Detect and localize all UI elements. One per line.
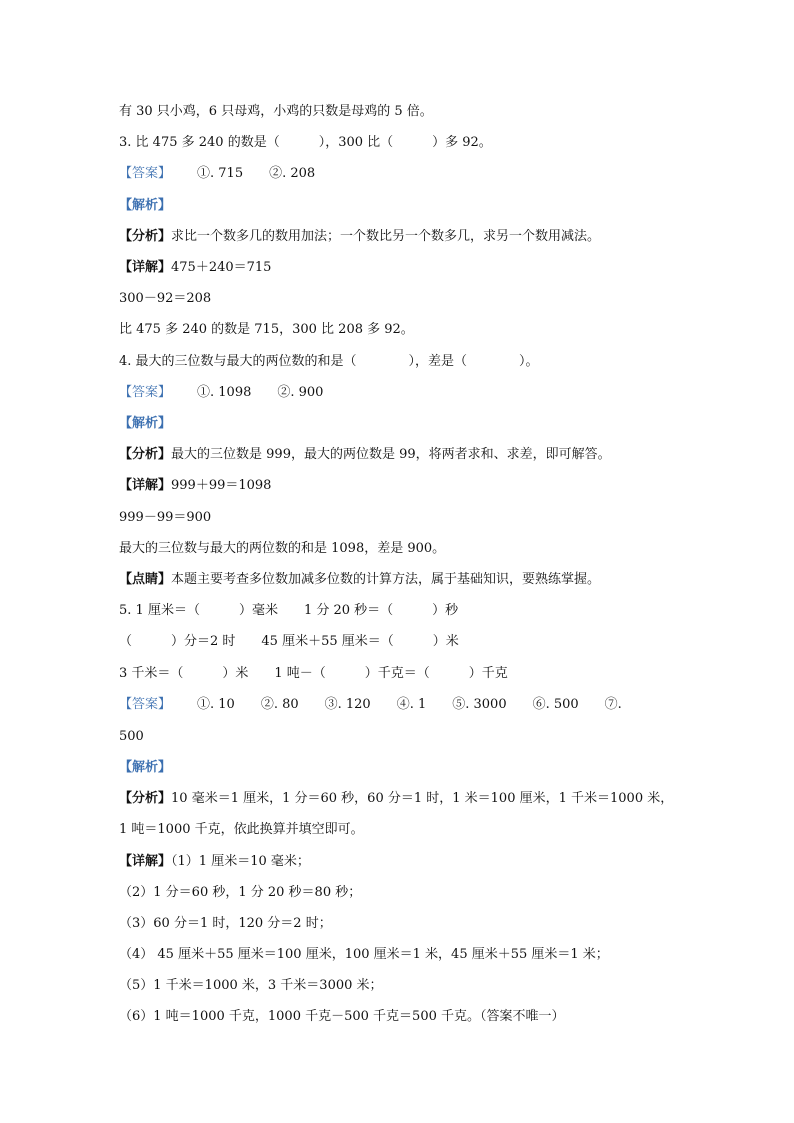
text-line: （3）60 分＝1 时，120 分＝2 时；: [119, 916, 332, 931]
question-4: 4. 最大的三位数与最大的两位数的和是（ ），差是（ ）。: [119, 354, 539, 369]
question-3: 3. 比 475 多 240 的数是（ ），300 比（ ）多 92。: [119, 135, 492, 150]
text-line: 有 30 只小鸡，6 只母鸡，小鸡的只数是母鸡的 5 倍。: [119, 104, 433, 119]
analysis-line: 【分析】最大的三位数是 999，最大的两位数是 99，将两者求和、求差，即可解答。: [119, 447, 611, 462]
analysis-heading: 【解析】: [119, 416, 172, 431]
analysis-heading: 【解析】: [119, 760, 172, 775]
analysis-line: 【分析】10 毫米＝1 厘米，1 分＝60 秒，60 分＝1 时，1 米＝100 厘米，1 千米＝1000 米，: [119, 791, 674, 806]
text-line: （ ）分＝2 时 45 厘米＋55 厘米＝（ ）米: [119, 634, 459, 649]
text-line: （5）1 千米＝1000 米，3 千米＝3000 米；: [119, 978, 383, 993]
detail-line: 【详解】（1）1 厘米＝10 毫米；: [119, 854, 310, 869]
text-line: 最大的三位数与最大的两位数的和是 1098，差是 900。: [119, 541, 446, 556]
text-line: 比 475 多 240 的数是 715，300 比 208 多 92。: [119, 322, 414, 337]
text-line: 1 吨＝1000 千克，依此换算并填空即可。: [119, 822, 364, 837]
detail-line: 【详解】999＋99＝1098: [119, 478, 272, 493]
answer-line: 【答案】 ①. 1098 ②. 900: [119, 385, 324, 400]
text-line: （2）1 分＝60 秒，1 分 20 秒＝80 秒；: [119, 885, 362, 900]
text-line: 3 千米＝（ ）米 1 吨－（ ）千克＝（ ）千克: [119, 666, 508, 681]
text-line: 300－92＝208: [119, 291, 212, 306]
answer-line: 【答案】 ①. 10 ②. 80 ③. 120 ④. 1 ⑤. 3000 ⑥. 500 ⑦.: [119, 697, 622, 712]
analysis-line: 【分析】求比一个数多几的数用加法；一个数比另一个数多几，求另一个数用减法。: [119, 229, 601, 244]
answer-line: 【答案】 ①. 715 ②. 208: [119, 166, 316, 181]
detail-line: 【详解】475＋240＝715: [119, 260, 272, 275]
text-line: （4） 45 厘米＋55 厘米＝100 厘米，100 厘米＝1 米，45 厘米＋55 厘米＝1 米；: [119, 947, 609, 962]
comment-line: 【点睛】本题主要考查多位数加减多位数的计算方法，属于基础知识，要熟练掌握。: [119, 572, 601, 587]
text-line: 999－99＝900: [119, 510, 212, 525]
question-5: 5. 1 厘米＝（ ）毫米 1 分 20 秒＝（ ）秒: [119, 603, 459, 618]
analysis-heading: 【解析】: [119, 198, 172, 213]
text-line: （6）1 吨＝1000 千克，1000 千克－500 千克＝500 千克。（答案不唯一）: [119, 1009, 565, 1024]
text-line: 500: [119, 729, 144, 744]
